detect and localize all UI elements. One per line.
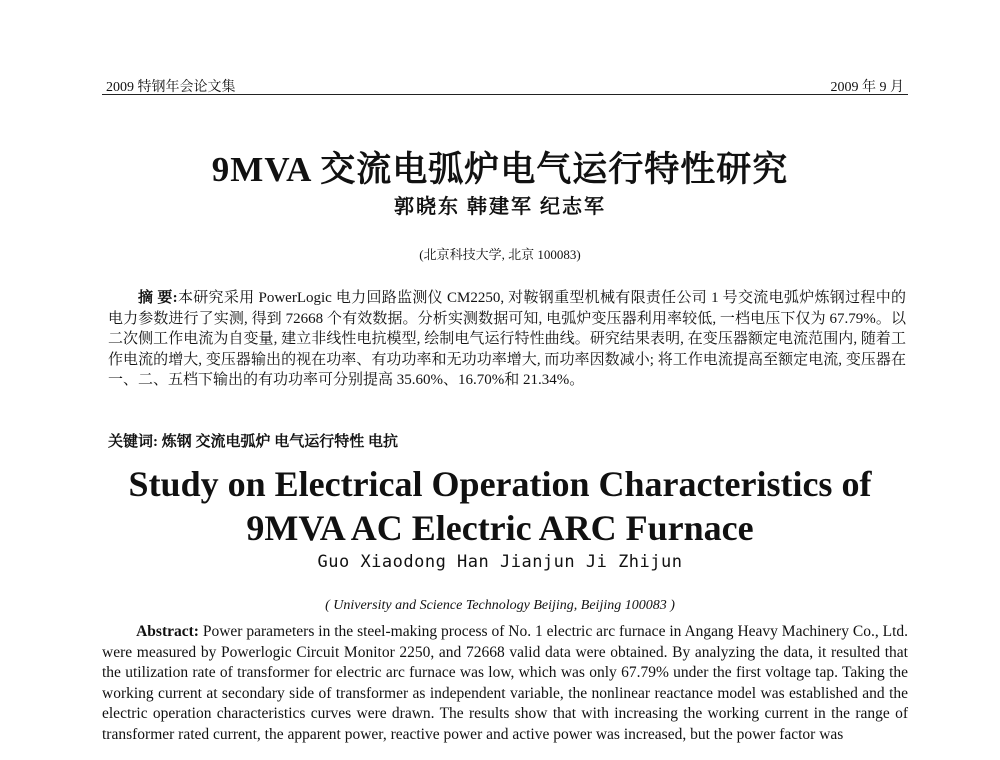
title-chinese: 9MVA 交流电弧炉电气运行特性研究: [211, 150, 789, 189]
authors-english: Guo Xiaodong Han Jianjun Ji Zhijun: [317, 552, 683, 572]
abstract-english: [102, 622, 908, 745]
abstract-label-chinese: 摘 要:: [138, 290, 178, 306]
affiliation-chinese: (北京科技大学, 北京 100083): [419, 247, 581, 262]
affiliation-english: ( University and Science Technology Beijing, Beijing 100083 ): [325, 598, 675, 613]
header-journal: 2009 特钢年会论文集: [106, 80, 236, 95]
title-english-line1: Study on Electrical Operation Characteristics of: [128, 464, 872, 504]
header-date: 2009 年 9 月: [830, 80, 904, 95]
abstract-text-chinese: 本研究采用 PowerLogic 电力回路监测仪 CM2250, 对鞍钢重型机械有限责任公司 1 号交流电弧炉炼钢过程中的电力参数进行了实测, 得到 72668 个有效数据。分析实测数据可知, 电弧炉变压器利用率较低, 一档电压下仅为 67.79%。以二次侧工作电流为自变量, 建立非线性电抗模型, 绘制电气运行特性曲线。研究结果表明, 在变压器额定电流范围内, 随着工作电流的增大, 变压器输出的视在功率、有功功率和无功功率增大, 而功率因数减小; 将工作电流提高至额定电流, 变压器在一、二、五档下输出的有功功率可分别提高 35.60%、16.70%和 21.34%。: [108, 290, 906, 388]
running-header: [102, 74, 908, 95]
title-english-line2: 9MVA AC Electric ARC Furnace: [246, 508, 754, 548]
abstract-text-english: Power parameters in the steel-making process of No. 1 electric arc furnace in Angang Heavy Machinery Co., Ltd. were measured by Powerlogic Circuit Monitor 2250, and 72668 valid data were obtained. By analyzing the data, it resulted that the utilization rate of transformer for electric arc furnace was low, which was only 67.79% under the first voltage tap. Taking the working current at secondary side of transformer as independent variable, the nonlinear reactance model was established and the electric operation characteristics curves were drawn. The results show that with increasing the working current in the range of transformer rated current, the apparent power, reactive power and active power was increased, but the power factor was: [102, 623, 909, 743]
title-english: [0, 462, 1000, 550]
keywords-chinese: 关键词: 炼钢 交流电弧炉 电气运行特性 电抗: [108, 434, 398, 450]
abstract-chinese: [108, 288, 906, 391]
authors-chinese: 郭晓东 韩建军 纪志军: [394, 196, 606, 218]
abstract-label-english: Abstract:: [136, 623, 199, 640]
